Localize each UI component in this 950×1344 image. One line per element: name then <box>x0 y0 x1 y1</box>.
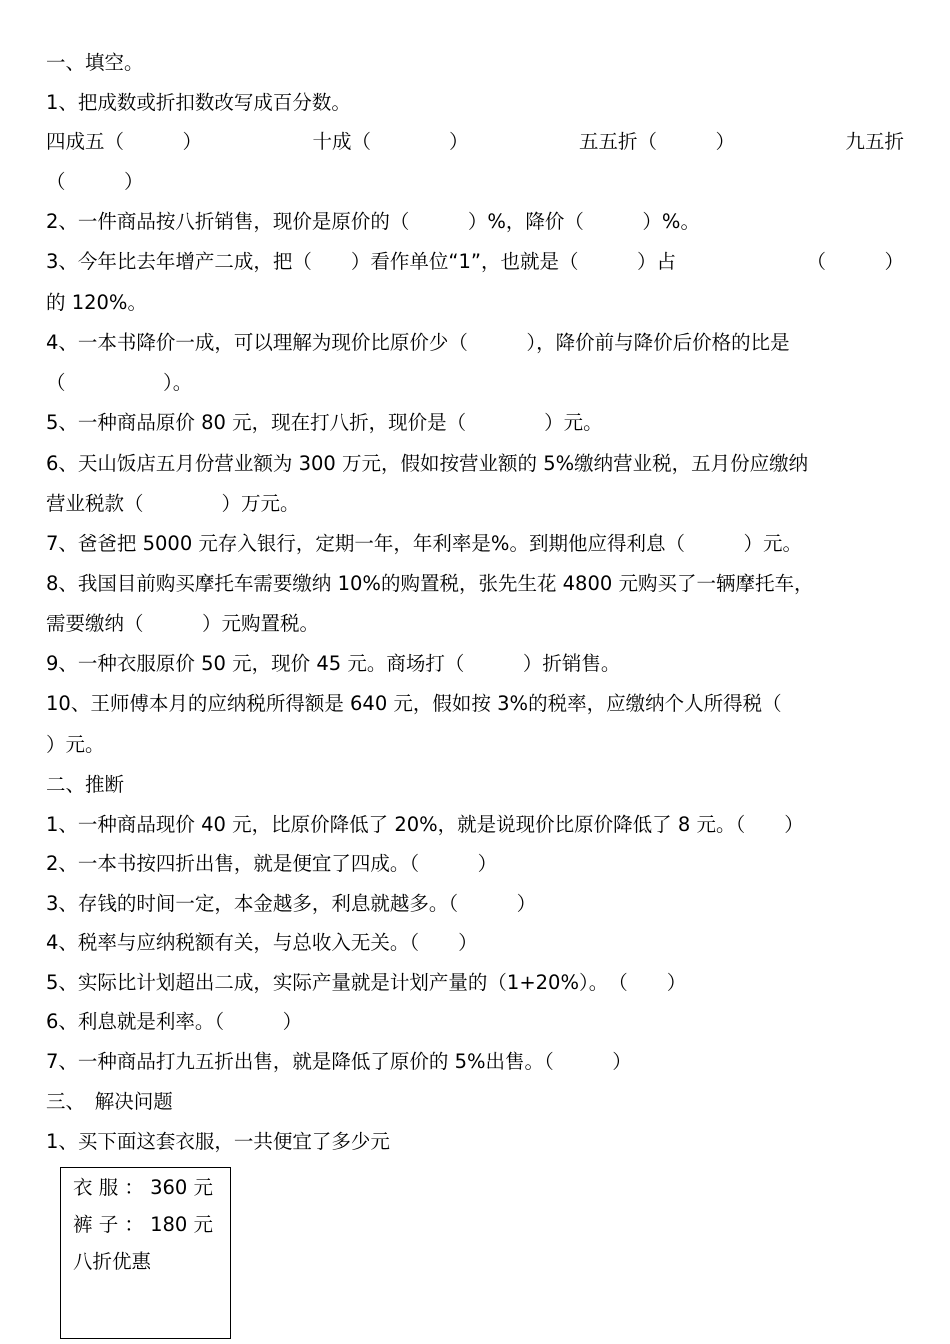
question-8-cont: 需要缴纳（ ）元购置税。 <box>46 612 320 635</box>
judge-item: 7、一种商品打九五折出售，就是降低了原价的 5%出售。（ ） <box>46 1050 632 1073</box>
price-line-pants: 裤 子 ： 180 元 <box>73 1213 214 1236</box>
price-line-clothes: 衣 服 ： 360 元 <box>73 1176 214 1199</box>
solve-question-1: 1、买下面这套衣服，一共便宜了多少元 <box>46 1130 390 1153</box>
question-7: 7、爸爸把 5000 元存入银行，定期一年，年利率是%。到期他应得利息（ ）元。 <box>46 532 802 555</box>
question-10-cont: ）元。 <box>46 733 105 756</box>
discount-line: 八折优惠 <box>73 1250 152 1273</box>
question-1-items <box>46 130 904 154</box>
section-heading-solve: 三、 解决问题 <box>46 1090 173 1113</box>
question-1-tail: （ ） <box>46 170 144 193</box>
question-9: 9、一种衣服原价 50 元，现价 45 元。商场打（ ）折销售。 <box>46 652 621 675</box>
section-heading-judge: 二、推断 <box>46 773 125 796</box>
question-1-item: 十成（ ） <box>312 130 469 153</box>
question-5: 5、一种商品原价 80 元，现在打八折，现价是（ ）元。 <box>46 411 603 434</box>
question-1-item: 九五折 <box>845 130 904 153</box>
question-1-item: 四成五（ ） <box>46 130 203 153</box>
question-8: 8、我国目前购买摩托车需要缴纳 10%的购置税，张先生花 4800 元购买了一辆摩托车， <box>46 572 814 595</box>
price-box <box>60 1167 231 1339</box>
judge-item: 3、存钱的时间一定，本金越多，利息就越多。（ ） <box>46 892 537 915</box>
question-3-cont: 的 120%。 <box>46 291 147 314</box>
judge-item: 1、一种商品现价 40 元，比原价降低了 20%，就是说现价比原价降低了 8 元。（ ） <box>46 813 804 836</box>
question-4: 4、一本书降价一成，可以理解为现价比原价少（ ），降价前与降价后价格的比是 <box>46 331 790 354</box>
judge-item: 5、实际比计划超出二成，实际产量就是计划产量的（1+20%）。 （ ） <box>46 971 687 994</box>
question-3-part: （ ） <box>806 250 904 273</box>
question-3 <box>46 250 904 274</box>
question-2: 2、一件商品按八折销售，现价是原价的（ ）%，降价（ ）%。 <box>46 210 700 233</box>
question-1: 1、把成数或折扣数改写成百分数。 <box>46 91 351 114</box>
judge-item: 2、一本书按四折出售，就是便宜了四成。（ ） <box>46 852 498 875</box>
section-heading-fill: 一、填空。 <box>46 51 144 74</box>
question-10: 10、王师傅本月的应纳税所得额是 640 元，假如按 3%的税率，应缴纳个人所得税（ <box>46 692 782 715</box>
judge-item: 4、税率与应纳税额有关，与总收入无关。（ ） <box>46 931 478 954</box>
question-4-cont: （ ）。 <box>46 371 193 394</box>
judge-item: 6、利息就是利率。（ ） <box>46 1010 303 1033</box>
question-3-part: 3、今年比去年增产二成，把（ ）看作单位“1”，也就是（ ）占 <box>46 250 677 273</box>
question-6-cont: 营业税款（ ）万元。 <box>46 492 300 515</box>
question-6: 6、天山饭店五月份营业额为 300 万元，假如按营业额的 5%缴纳营业税，五月份应缴纳 <box>46 452 809 475</box>
question-1-item: 五五折（ ） <box>578 130 735 153</box>
